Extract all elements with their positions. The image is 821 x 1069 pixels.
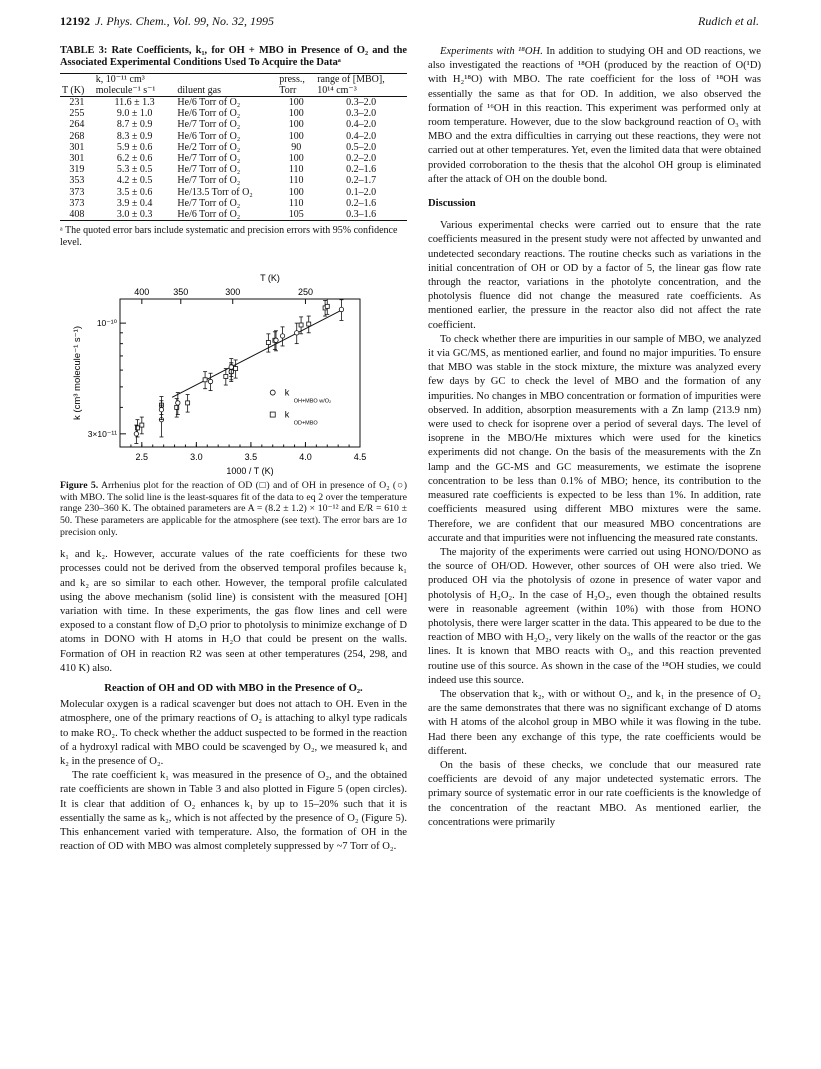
data-point-circle xyxy=(176,401,180,405)
x-tick-label: 4.5 xyxy=(353,452,367,463)
paragraph: The majority of the experiments were carried out using HONO/DONO as the source of OH/OD. However, other sources of OH were also tried. We produced OH via the photolysis of ozone in presence of water vapor and photolysis of H₂O₂. In the case of H₂O₂, even though the obtained results were in reasonable agreement (within 10%) with those from HONO photolysis, there were larger scatter in the data. This appeared to be due to the reaction of MBO with H₂O₂, very likely on the walls of the reactor or the gas lines. It is known that MBO reacts with O₃, and this reaction prevented routine use of this source. As shown in the case of the ¹⁸OH studies, we could indeed use this source. xyxy=(428,546,761,686)
table-cell: 3.0 ± 0.3 xyxy=(94,209,176,221)
y-tick-label: 3×10⁻¹¹ xyxy=(87,429,117,440)
table-cell: 0.4–2.0 xyxy=(346,130,377,142)
table-cell: 0.5–2.0 xyxy=(346,141,377,153)
th-gas: diluent gas xyxy=(175,85,277,97)
paragraph: Various experimental checks were carried out to ensure that the rate coefficients measured in the present study were not affected by unwanted and undetected secondary reactions. The routine checks such as variations in the initial concentration of OH or OD by a factor of 5, the linear gas flow rate through the reactor, variations in the photolyte concentration, and the photolysis fluence did not change the measured rate coefficients. As mentioned earlier, the pressure in the reactor also did not affect the rate coefficient. xyxy=(428,220,761,331)
table-footnote: ᵃ The quoted error bars include systematic and precision errors with 95% confidence level. xyxy=(60,225,398,249)
table-cell: 353 xyxy=(69,175,85,187)
top-tick-label: 350 xyxy=(173,287,189,298)
x-axis-label: 1000 / T (K) xyxy=(226,466,274,477)
table-cell: 9.0 ± 1.0 xyxy=(116,108,153,120)
data-point-square xyxy=(234,367,238,371)
table-cell: 8.3 ± 0.9 xyxy=(116,130,153,142)
table-cell: He/7 Torr of O₂ xyxy=(177,175,241,187)
legend-subscript: OH+MBO w/O₂ xyxy=(293,398,332,405)
th-k: molecule⁻¹ s⁻¹ xyxy=(94,85,176,97)
figure-5 xyxy=(60,255,407,480)
th-gas-top xyxy=(175,73,277,85)
table-cell: 264 xyxy=(69,119,85,131)
paragraph-text: In addition to studying OH and OD reactions, we also investigated the reactions of ¹⁸OH (produced by the reaction of O(¹D) with H₂¹⁸O) with MBO. The rate coefficient for the loss of ¹⁸OH was essentially the same as that for OD. In addition, we also observed the formation of ¹⁶OH in this reaction. This experiment was performed only at room temperature. However, due to the slow background reaction of O₃ with MBO and the extra difficulties in carrying out these reactions, they were not carried out at other temperatures. Yet, even the limited data that were obtained provided corroboration to the thesis that the alcohol OH group is eliminated after the attack of OH on the double bond. xyxy=(428,46,761,185)
paragraph: To check whether there are impurities in our sample of MBO, we analyzed it via GC/MS, as mentioned earlier, and found no major impurities. To ensure that MBO was stable in the stock mixture, the mixture was analyzed every few days by GC to check the level of MBO and the formation of any impurities. No changes in MBO concentration or formation of impurities were observed. In addition, absorption measurements with a Zn lamp (213.9 nm) were used to check for isoprene over a period of several days. The level of isoprene in the MBO/He mixtures which were used for the kinetics experiments did not change. On the basis of the measurements with the Zn lamp and the GC-MS and GC measurements, we estimate the isoprene concentration to be less than 0.1% of MBO; hence, its contribution to the measured rate coefficients is expected to be less than 1%. In addition, rate coefficients measured using different MBO mixtures were the same. Therefore, we are confident that our measured MBO concentrations are accurate and that impurities were not influencing the measured rate constants. xyxy=(428,333,761,544)
table-cell: 301 xyxy=(69,153,85,165)
table-cell: 373 xyxy=(69,197,85,209)
table-cell: 373 xyxy=(69,186,85,198)
table-row xyxy=(60,187,407,198)
table-cell: 3.9 ± 0.4 xyxy=(116,197,153,209)
table-cell: 3.5 ± 0.6 xyxy=(116,186,153,198)
top-axis-label: T (K) xyxy=(260,273,280,284)
data-point-square xyxy=(299,323,303,327)
table-row xyxy=(60,142,407,153)
legend-label: k xyxy=(284,387,290,398)
figure-label: Figure 5. xyxy=(60,480,99,492)
table-row xyxy=(60,97,407,109)
right-column xyxy=(428,45,761,830)
section-heading: Reaction of OH and OD with MBO in the Presence of O₂. xyxy=(104,683,363,695)
table-row xyxy=(60,175,407,186)
legend-marker-circle xyxy=(270,390,275,395)
table-cell: 100 xyxy=(288,130,304,142)
th-range: 10¹⁴ cm⁻³ xyxy=(315,85,407,97)
table-row xyxy=(60,164,407,175)
table-cell: 11.6 ± 1.3 xyxy=(114,97,155,108)
table-body xyxy=(60,97,407,221)
x-tick-label: 3.5 xyxy=(244,452,258,463)
table-cell: He/7 Torr of O₂ xyxy=(177,164,241,176)
paragraph: The rate coefficient k₁ was measured in the presence of O₂, and the obtained rate coefficients are shown in Table 3 and also plotted in Figure 5 (open circles). It is clear that addition of O₂ enhances k₁ by up to 15–20% such that it is essentially the same as k₂, which is not affected by the presence of O₂ (Figure 5). This enhancement varied with temperature. Also, the formation of OH in the reaction of OD with MBO was almost completely suppressed by ~7 Torr of O₂. xyxy=(60,770,407,853)
table-cell: 105 xyxy=(277,209,315,221)
running-header xyxy=(60,14,759,30)
plot-frame xyxy=(120,299,360,447)
figure-caption xyxy=(60,480,407,538)
legend-subscript: OD+MBO xyxy=(293,420,318,427)
table-cell: He/7 Torr of O₂ xyxy=(177,153,241,165)
table-cell: He/7 Torr of O₂ xyxy=(177,197,241,209)
table-row xyxy=(60,198,407,209)
paragraph: The observation that k₂, with or without O₂, and k₁ in the presence of O₂ are the same demonstrates that there was no significant exchange of D atoms with H atoms of the alcohol group in MBO while it was flowing in the tube. Had there been any exchange of this type, the rate coefficients would be different. xyxy=(428,688,761,757)
table-row xyxy=(60,209,407,221)
data-point-circle xyxy=(159,408,163,412)
table-cell: 0.2–2.0 xyxy=(346,153,377,165)
table-cell: 231 xyxy=(69,97,85,108)
table-cell: 6.2 ± 0.6 xyxy=(116,153,153,165)
table-row xyxy=(60,119,407,130)
data-point-circle xyxy=(208,380,212,384)
table-row xyxy=(60,131,407,142)
paragraph: Molecular oxygen is a radical scavenger but does not attach to OH. Even in the atmosphere, one of the primary reactions of O₂ is attaching to alkyl type radicals to make RO₂. To check whether the adduct suspected to be formed in the reaction of a hydroxyl radical with MBO could be scavenged by O₂, we measured k₁ and k₂ in the presence of O₂. xyxy=(60,699,407,768)
table-cell: 301 xyxy=(69,141,85,153)
table-cell: 408 xyxy=(60,209,94,221)
table-cell: 8.7 ± 0.9 xyxy=(116,119,153,131)
data-point-square xyxy=(307,322,311,326)
data-point-circle xyxy=(274,338,278,342)
table-cell: He/6 Torr of O₂ xyxy=(175,209,277,221)
table-cell: 0.3–1.6 xyxy=(315,209,407,221)
top-tick-label: 250 xyxy=(297,287,313,298)
data-point-circle xyxy=(280,334,284,338)
table-cell: 100 xyxy=(288,97,304,108)
table-cell: He/6 Torr of O₂ xyxy=(177,108,241,120)
data-point-square xyxy=(140,423,144,427)
table-cell: 110 xyxy=(288,175,304,187)
top-tick-label: 400 xyxy=(134,287,150,298)
table-cell: 4.2 ± 0.5 xyxy=(116,175,153,187)
table-cell: 268 xyxy=(69,130,85,142)
data-point-square xyxy=(325,305,329,309)
data-point-square xyxy=(203,378,207,382)
authors: Rudich et al. xyxy=(698,14,759,28)
table-row xyxy=(60,108,407,119)
paragraph-title: Experiments with ¹⁸OH. xyxy=(440,46,543,57)
page-number: 12192 xyxy=(60,14,90,28)
data-point-square xyxy=(266,341,270,345)
table-cell: 100 xyxy=(288,153,304,165)
x-tick-label: 3.0 xyxy=(190,452,203,463)
table-cell: 0.4–2.0 xyxy=(346,119,377,131)
table-cell: He/13.5 Torr of O₂ xyxy=(177,186,253,198)
y-tick-label: 10⁻¹⁰ xyxy=(96,318,117,329)
table-cell: 110 xyxy=(288,164,304,176)
top-tick-label: 300 xyxy=(225,287,241,298)
table-cell: 255 xyxy=(69,108,85,120)
table-cell: He/7 Torr of O₂ xyxy=(177,119,241,131)
paragraph xyxy=(428,45,761,187)
left-column xyxy=(60,45,407,854)
journal-citation: J. Phys. Chem., Vol. 99, No. 32, 1995 xyxy=(95,14,274,28)
table-cell: 0.3–2.0 xyxy=(346,97,377,108)
data-point-circle xyxy=(229,365,233,369)
data-table xyxy=(60,73,407,222)
x-tick-label: 4.0 xyxy=(299,452,312,463)
table-cell: 100 xyxy=(288,186,304,198)
figure-caption-text: Arrhenius plot for the reaction of OD (□) and of OH in presence of O₂ (○) with MBO. The solid line is the least-squares fit of the data to eq 2 over the temperature range 230–360 K. The obtained parameters are A = (8.2 ± 1.2) × 10⁻¹² and E/R = 610 ± 50. These parameters are applicable for the atmosphere (see text). The error bars are 1σ precision only. xyxy=(60,480,407,538)
th-range-top: range of [MBO], xyxy=(315,73,407,85)
section-heading-discussion: Discussion xyxy=(428,198,476,210)
table-cell: 0.2–1.7 xyxy=(346,175,377,187)
data-point-circle xyxy=(339,308,343,312)
th-t-top xyxy=(60,73,94,85)
legend-label: k xyxy=(284,409,290,420)
table-cell: He/6 Torr of O₂ xyxy=(177,97,241,108)
fit-line xyxy=(172,309,343,397)
paragraph: k₁ and k₂. However, accurate values of the rate coefficients for these two processes could not be derived from the observed temporal profiles because k₁ and k₂ are so similar to each other. However, the temporal profile calculated using the above mechanism (solid line) is consistent with the measured [OH] variation with time. In these experiments, the gas flow lines and cell were exposed to a constant flow of D₂O prior to photolysis to minimize exchange of D atoms in DONO with H atoms in H₂O that could be present on the walls. Formation of OH in reaction R2 was seen at other temperatures (254, 298, and 410 K) also. xyxy=(60,549,407,674)
arrhenius-plot xyxy=(60,255,407,480)
table-cell: 0.3–2.0 xyxy=(346,108,377,120)
table-cell: 110 xyxy=(288,197,304,209)
table-row xyxy=(60,153,407,164)
legend-marker-square xyxy=(270,412,275,417)
table-cell: He/2 Torr of O₂ xyxy=(177,141,241,153)
table-cell: 90 xyxy=(291,141,302,153)
th-t: T (K) xyxy=(60,85,94,97)
table-cell: 100 xyxy=(288,108,304,120)
data-point-square xyxy=(224,375,228,379)
table-cell: He/6 Torr of O₂ xyxy=(177,130,241,142)
paragraph: On the basis of these checks, we conclude that our measured rate coefficients are devoid of any major undetected systematic errors. The primary source of systematic error in our rate coefficients is the knowledge of the concentration of the reactant MBO. As mentioned earlier, the concentrations were primarily xyxy=(428,759,761,828)
table-caption: TABLE 3: Rate Coefficients, k₁, for OH + MBO in Presence of O₂ and the Associated Experimental Conditions Used To Acquire the Dataᵃ xyxy=(60,45,407,69)
table-cell: 319 xyxy=(69,164,85,176)
data-point-square xyxy=(186,401,190,405)
table-cell: 5.3 ± 0.5 xyxy=(116,164,153,176)
th-press: Torr xyxy=(277,85,315,97)
th-k-top: k, 10⁻¹¹ cm³ xyxy=(94,73,176,85)
table-cell: 100 xyxy=(288,119,304,131)
data-point-circle xyxy=(295,331,299,335)
table-cell: 0.1–2.0 xyxy=(346,186,377,198)
data-point-circle xyxy=(134,432,138,436)
table-cell: 0.2–1.6 xyxy=(346,197,377,209)
th-press-top: press., xyxy=(277,73,315,85)
table-cell: 0.2–1.6 xyxy=(346,164,377,176)
table-cell: 5.9 ± 0.6 xyxy=(116,141,153,153)
x-tick-label: 2.5 xyxy=(135,452,149,463)
y-axis-label: k (cm³ molecule⁻¹ s⁻¹) xyxy=(72,326,83,421)
